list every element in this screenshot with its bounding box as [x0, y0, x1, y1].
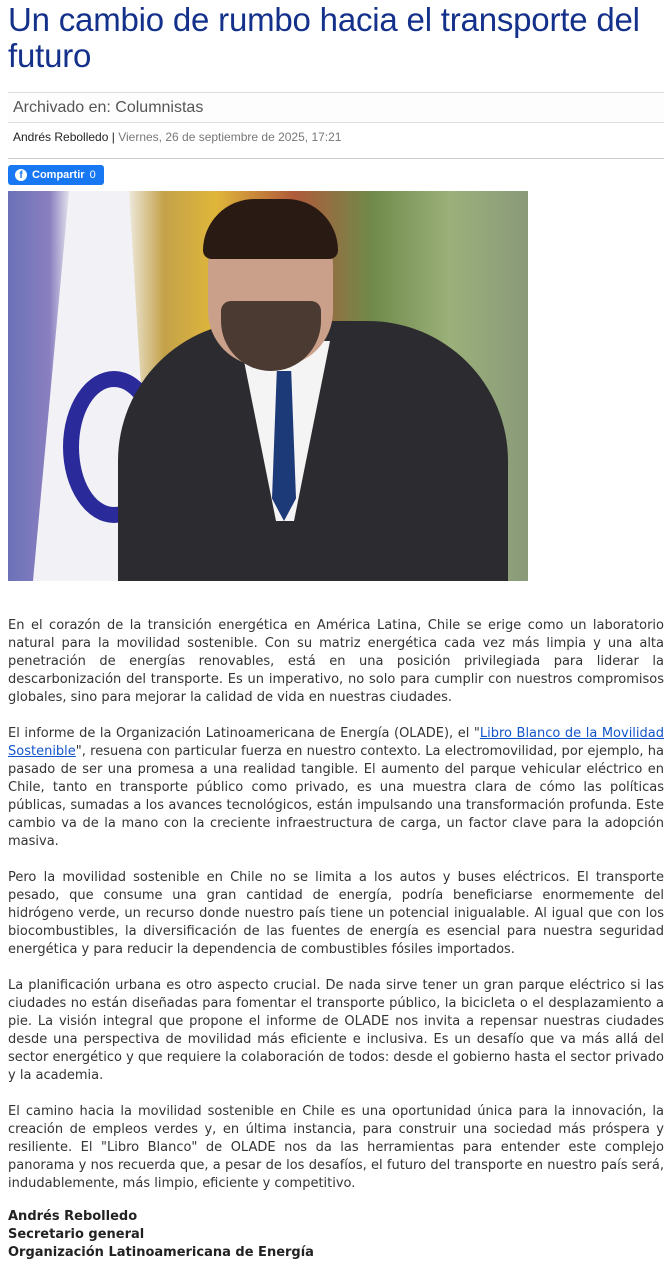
- paragraph: Pero la movilidad sostenible en Chile no se limita a los autos y buses eléctricos. El transporte pesado, que consume una gran cantidad de energía, podría beneficiarse enormemente del hidrógeno verde, un recurso donde nuestro país tiene un potencial inigualable. Al igual que con los biocombustibles, la diversificación de las fuentes de energía es esencial para nuestra seguridad energética y para reducir la dependencia de combustibles fósiles importados.: [8, 870, 664, 957]
- facebook-share-button[interactable]: [8, 165, 104, 185]
- paragraph: El camino hacia la movilidad sostenible en Chile es una oportunidad única para la innovación, la creación de empleos verdes y, en última instancia, para construir una sociedad más próspera y resiliente. El "Libro Blanco" de OLADE nos da las herramientas para entender este complejo panorama y nos recuerda que, a pesar de los desafíos, el futuro del transporte en nuestro país será, indudablemente, más limpio, eficiente y competitivo.: [8, 1104, 664, 1191]
- facebook-icon: f: [15, 169, 27, 181]
- publish-date: Viernes, 26 de septiembre de 2025, 17:21: [118, 130, 342, 144]
- byline: [8, 123, 664, 159]
- share-label: Compartir: [32, 169, 85, 181]
- libro-blanco-link[interactable]: Libro Blanco de la Movilidad Sostenible: [8, 726, 664, 759]
- signature: [8, 1208, 664, 1262]
- author-name: Andrés Rebolledo: [13, 130, 109, 144]
- paragraph: La planificación urbana es otro aspecto crucial. De nada sirve tener un gran parque eléctrico si las ciudades no están diseñadas para fomentar el transporte público, la bicicleta o el desplazamiento a pie. La visión integral que propone el informe de OLADE nos invita a repensar nuestras ciudades desde una perspectiva de movilidad más eficiente e inclusiva. Es un desafío que va más allá del sector energético y que requiere la colaboración de todos: desde el gobierno hasta el sector privado y la academia.: [8, 978, 664, 1083]
- article: [0, 2, 672, 1262]
- paragraph: En el corazón de la transición energética en América Latina, Chile se erige como un laboratorio natural para la movilidad sostenible. Con su matriz energética cada vez más limpia y una alta penetración de energías renovables, está en una posición privilegiada para liderar la descarbonización del transporte. Es un imperativo, no solo para cumplir con nuestros compromisos globales, sino para mejorar la calidad de vida en nuestras ciudades.: [8, 618, 664, 705]
- signature-role: Secretario general: [8, 1227, 145, 1242]
- paragraph: [8, 725, 664, 851]
- share-count: 0: [89, 169, 96, 181]
- article-body: [8, 617, 664, 1193]
- author-photo: [8, 191, 528, 581]
- signature-name: Andrés Rebolledo: [8, 1209, 138, 1224]
- page-title: Un cambio de rumbo hacia el transporte del futuro: [8, 1, 640, 74]
- byline-separator: |: [108, 130, 119, 144]
- signature-organization: Organización Latinoamericana de Energía: [8, 1245, 314, 1260]
- paragraph-text: ", resuena con particular fuerza en nuestro contexto. La electromovilidad, por ejemplo, ha pasado de ser una promesa a una realidad tangible. El aumento del parque vehicular eléctrico en Chile, tanto en transporte público como privado, es una muestra clara de cómo las políticas públicas, sumadas a los avances tecnológicos, están impulsando una transformación profunda. Este cambio va de la mano con la creciente infraestructura de carga, un factor clave para la adopción masiva.: [8, 744, 664, 849]
- paragraph-text: El informe de la Organización Latinoamericana de Energía (OLADE), el ": [8, 726, 480, 741]
- archived-category: Archivado en: Columnistas: [8, 92, 664, 123]
